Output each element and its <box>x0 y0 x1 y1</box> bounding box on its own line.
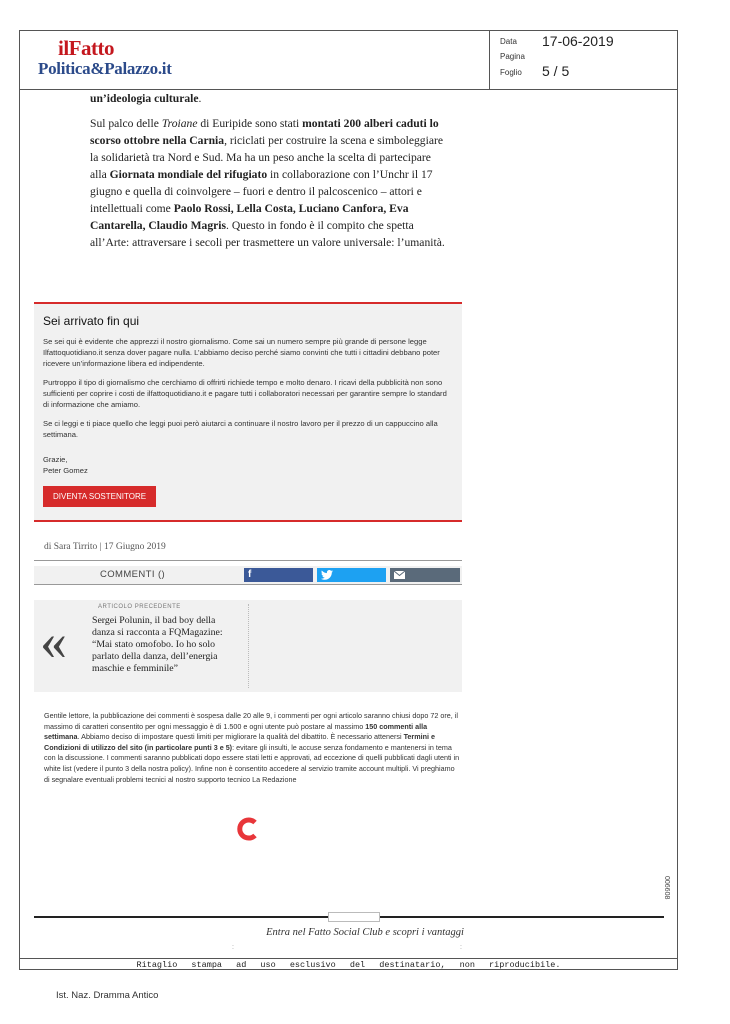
footer-tab <box>328 912 380 922</box>
clipping-notice-strip <box>19 958 678 971</box>
comments-bar <box>34 566 462 585</box>
become-supporter-button[interactable]: DIVENTA SOSTENITORE <box>43 486 156 507</box>
comments-link[interactable]: COMMENTI () <box>100 569 166 580</box>
previous-arrow-icon[interactable]: « <box>40 611 67 671</box>
divider <box>34 560 462 561</box>
support-paragraph: Se sei qui è evidente che apprezzi il nostro giornalismo. Come sai un numero sempre più grande di persone legge Ilfattoquotidiano.it senza dover pagare nulla. L’abbiamo deciso perché siamo convinti che tutti i cittadini debbano poter ricevere un’informazione libera ed indipendente. <box>43 337 440 368</box>
social-club-promo[interactable]: Entra nel Fatto Social Club e scopri i vantaggi <box>266 927 464 938</box>
byline: di Sara Tirrito | 17 Giugno 2019 <box>44 542 166 552</box>
foglio-label: Foglio <box>500 68 522 77</box>
pagina-label: Pagina <box>500 52 525 61</box>
logo-top: ilFatto <box>58 36 114 60</box>
article-paragraph: Sul palco delle Troiane di Euripide sono stati montati 200 alberi caduti lo scorso ottobre nella Carnia, riciclati per costruire la scena e simboleggiare la solidarietà tra Nord e Sud. Ma ha un peso anche la scelta di partecipare alla Giornata mondiale del rifugiato in collaborazione con l’Unchr il 17 giugno e quella di coinvolgere – fuori e dentro il palcoscenico – attori e intellettuali come Paolo Rossi, Lella Costa, Luciano Canfora, Eva Cantarella, Claudio Magris. Questo in fondo è il compito che spetta all’Arte: attraversare i secoli per trasmettere un valore universale: l’umanità. <box>90 117 445 249</box>
terms-link[interactable]: Termini e Condizioni di utilizzo del sito (in particolare punti 3 e 5) <box>44 732 435 752</box>
support-paragraph: Purtroppo il tipo di giornalismo che cerchiamo di offrirti richiede tempo e molto denaro. I ricavi della pubblicità non sono sufficienti per coprire i costi de ilfattoquotidiano.it e pagare tutti i collaboratori necessari per garantire sempre lo standard di informazione che amiamo. <box>43 378 447 409</box>
data-value: 17-06-2019 <box>542 33 614 49</box>
c-logo-icon <box>236 816 262 842</box>
comments-notice: Gentile lettore, la pubblicazione dei commenti è sospesa dalle 20 alle 9, i commenti per ogni articolo saranno chiusi dopo 72 ore, il massimo di caratteri consentito per ogni messaggio è di 1.500 e ogni utente può postare al massimo 150 commenti alla settimana. Abbiamo deciso di impostare questi limiti per migliorare la qualità del dibattito. È necessario attenersi Termini e Condizioni di utilizzo del sito (in particolare punti 3 e 5): evitare gli insulti, le accuse senza fondamento e mantenersi in tema con la discussione. I commenti saranno pubblicati dopo essere stati letti e approvati, ad eccezione di quelli pubblicati dagli utenti in white list (vedere il punto 3 della nostra policy). Infine non è consentito accedere al servizio tramite account multipli. Vi preghiamo di segnalare eventuali problemi tecnici al nostro supporto tecnico La Redazione <box>44 711 460 784</box>
previous-kicker: ARTICOLO PRECEDENTE <box>98 604 181 610</box>
logo-bottom: Politica&Palazzo.it <box>38 59 172 78</box>
support-box <box>34 302 462 522</box>
article-lead-end: un’ideologia culturale. <box>90 92 202 105</box>
facebook-share-button[interactable] <box>244 568 313 582</box>
divider <box>248 604 249 688</box>
twitter-icon <box>321 570 333 580</box>
support-paragraph: Se ci leggi e ti piace quello che leggi puoi però aiutarci a continuare il nostro lavoro per il prezzo di un cappuccino alla settimana. <box>43 419 438 439</box>
support-signoff: Grazie, Peter Gomez <box>43 455 88 475</box>
side-code: 006608 <box>663 876 670 900</box>
clipping-notice: Ritaglio stampa ad uso esclusivo del destinatario, non riproducibile. <box>136 960 561 970</box>
mail-icon <box>394 571 405 579</box>
previous-title[interactable]: Sergei Polunin, il bad boy della danza si racconta a FQMagazine: “Mai stato omofobo. Io ho solo parlato della danza, dell’energia maschie e femminile” <box>92 615 223 674</box>
newspaper-logo <box>38 36 198 84</box>
article-body <box>90 90 450 259</box>
metadata-box <box>489 30 678 90</box>
mail-share-button[interactable] <box>390 568 460 582</box>
support-title: Sei arrivato fin qui <box>43 314 140 328</box>
source-caption: Ist. Naz. Dramma Antico <box>56 990 159 1001</box>
data-label: Data <box>500 37 517 46</box>
facebook-icon: f <box>248 569 252 580</box>
previous-article[interactable] <box>34 600 462 692</box>
foglio-value: 5 / 5 <box>542 63 570 79</box>
twitter-share-button[interactable] <box>317 568 386 582</box>
